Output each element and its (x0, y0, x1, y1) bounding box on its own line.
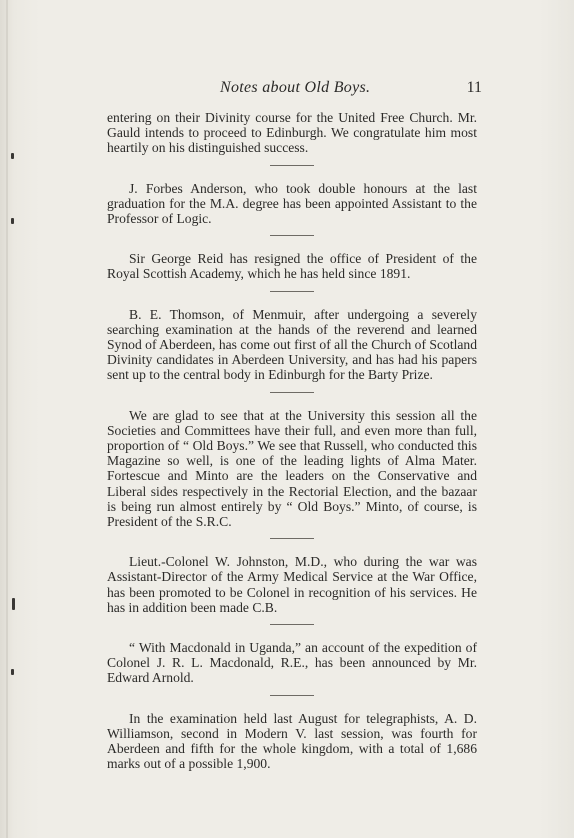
margin-mark (12, 598, 15, 610)
section-divider (270, 165, 314, 166)
paragraph-anderson: J. Forbes Anderson, who took double honours at the last graduation for the M.A. degree has been appointed Assistant to the Professor of Logic. (107, 180, 477, 227)
section-divider (270, 695, 314, 696)
section-divider (270, 624, 314, 625)
page-binding-edge (6, 0, 8, 838)
header-title: Notes about Old Boys. (220, 79, 371, 96)
page-body (107, 110, 477, 772)
section-divider (270, 235, 314, 236)
paragraph-thomson: B. E. Thomson, of Menmuir, after undergoing a severely searching examination at the hands of the reverend and learned Synod of Aberdeen, has come out first of all the Church of Scotland Divinity candidates in Aberdeen University, and has had his papers sent up to the central body in Edinburgh for the Barty Prize. (107, 306, 477, 383)
section-divider (270, 538, 314, 539)
margin-mark (11, 669, 14, 675)
running-header (107, 79, 482, 101)
section-divider (270, 291, 314, 292)
paragraph-williamson: In the examination held last August for telegraphists, A. D. Williamson, second in Modern V. last session, was fourth for Aberdeen and fifth for the whole kingdom, with a total of 1,686 marks out of a possible 1,900. (107, 710, 477, 772)
margin-mark (11, 153, 14, 159)
paragraph-gauld: entering on their Divinity course for the United Free Church. Mr. Gauld intends to proceed to Edinburgh. We congratulate him most heartily on his distinguished success. (107, 110, 477, 156)
paragraph-university: We are glad to see that at the University this session all the Societies and Committees have their full, and even more than full, proportion of “ Old Boys.” We see that Russell, who conducted this Magazine so well, is one of the leading lights of Alma Mater. Fortescue and Minto are the leaders on the Conservative and Liberal sides respectively in the Rectorial Election, and the bazaar is being run almost entirely by “ Old Boys.” Minto, of course, is President of the S.R.C. (107, 407, 477, 530)
margin-mark (11, 218, 14, 224)
section-divider (270, 392, 314, 393)
page-number: 11 (466, 79, 482, 96)
paragraph-reid: Sir George Reid has resigned the office of President of the Royal Scottish Academy, which he has held since 1891. (107, 251, 477, 282)
paragraph-uganda: “ With Macdonald in Uganda,” an account of the expedition of Colonel J. R. L. Macdonald, R.E., has been announced by Mr. Edward Arnold. (107, 640, 477, 686)
paragraph-johnston: Lieut.-Colonel W. Johnston, M.D., who during the war was Assistant-Director of the Army Medical Service at the War Office, has been promoted to be Colonel in recognition of his services. He has in addition been made C.B. (107, 554, 477, 615)
